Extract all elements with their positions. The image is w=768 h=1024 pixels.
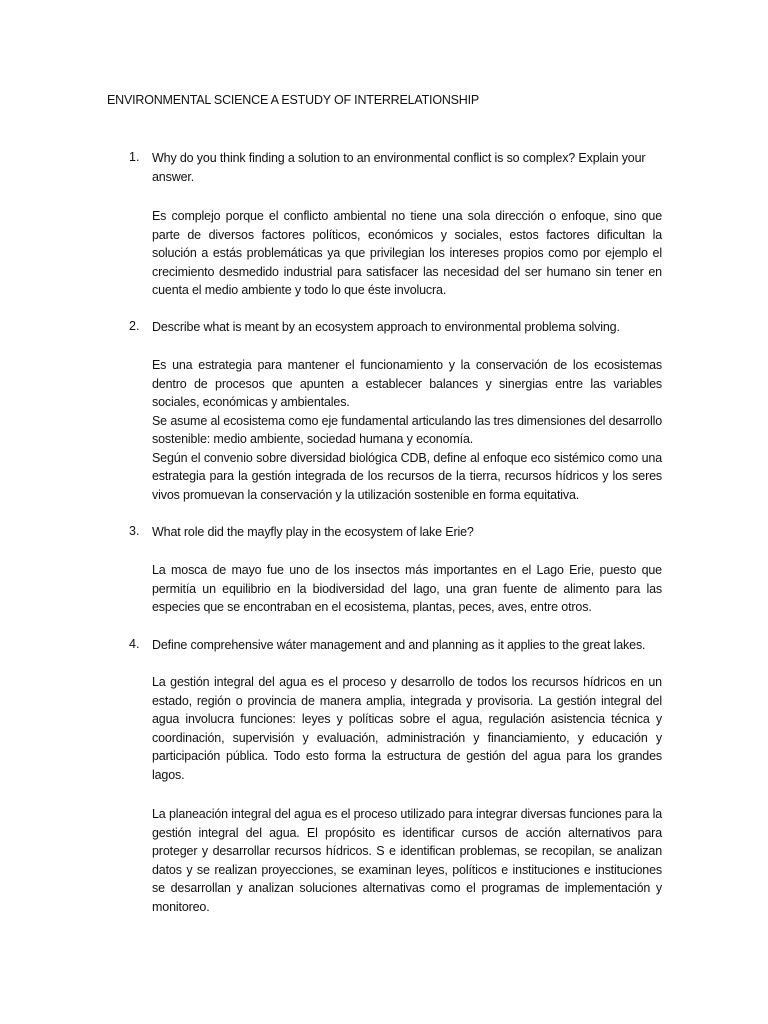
answer-paragraph — [152, 673, 662, 784]
question-text: Define comprehensive wáter management and and planning as it applies to the great lakes. — [152, 638, 646, 652]
answer-text: Se asume al ecosistema como eje fundamental articulando las tres dimensiones del desarrollo sostenible: medio ambiente, sociedad humana y economía. — [152, 413, 662, 446]
answer-paragraph — [152, 356, 662, 504]
answer-text: Según el convenio sobre diversidad biológica CDB, define al enfoque eco sistémico como una estrategia para la gestión integrada de los recursos de la tierra, recursos hídricos y los seres vivos promuevan la conservación y la utilización sostenible en forma equitativa. — [152, 450, 662, 502]
question-number: 1. — [129, 150, 140, 164]
answer-paragraph — [152, 207, 662, 300]
question-text: What role did the mayfly play in the ecosystem of lake Erie? — [152, 525, 474, 539]
document-title: ENVIRONMENTAL SCIENCE A ESTUDY OF INTERRELATIONSHIP — [107, 93, 480, 107]
answer-text: Es una estrategia para mantener el funcionamiento y la conservación de los ecosistemas dentro de procesos que apunten a establecer balances y sinergias entre las variables sociales, económicas y ambientales. — [152, 358, 662, 409]
answer-text: La mosca de mayo fue uno de los insectos más importantes en el Lago Erie, puesto que permitía un equilibrio en la biodiversidad del lago, una gran fuente de alimento para las especies que se encontraban en el ecosistema, plantas, peces, aves, entre otros. — [152, 563, 662, 614]
question-text: Describe what is meant by an ecosystem approach to environmental problema solving. — [152, 320, 620, 334]
question-number: 2. — [129, 319, 140, 333]
answer-text: Es complejo porque el conflicto ambiental no tiene una sola dirección o enfoque, sino que parte de diversos factores políticos, económicos y sociales, estos factores dificultan la solución a estás problemáticas ya que privilegian los intereses propios como por ejemplo el crecimiento desmedido industrial para satisfacer las necesidad del ser humano sin tener en cuenta el medio ambiente y todo lo que éste involucra. — [152, 209, 662, 297]
answer-paragraph — [152, 561, 662, 617]
answer-text: La planeación integral del agua es el proceso utilizado para integrar diversas funciones para la gestión integral del agua. El propósito es identificar cursos de acción alternativos para proteger y desarrollar recursos hídricos. S e identifican problemas, se recopilan, se analizan datos y se realizan proyecciones, se examinan leyes, políticos e instituciones e instituciones se desarrollan y analizan soluciones alternativas como el programas de implementación y monitoreo. — [152, 807, 662, 914]
question-number: 3. — [129, 524, 140, 538]
answer-text: La gestión integral del agua es el proceso y desarrollo de todos los recursos hídricos en un estado, región o provincia de manera amplia, integrada y provisoria. La gestión integral del agua involucra funciones: leyes y políticas sobre el agua, regulación asistencia técnica y coordinación, supervisión y evaluación, administración y financiamiento, y educación y participación pública. Todo esto forma la estructura de gestión del agua para los grandes lagos. — [152, 675, 662, 782]
question-number: 4. — [129, 637, 140, 651]
question-text: Why do you think finding a solution to an environmental conflict is so complex? Explain your answer. — [152, 151, 646, 184]
answer-paragraph — [152, 805, 662, 916]
